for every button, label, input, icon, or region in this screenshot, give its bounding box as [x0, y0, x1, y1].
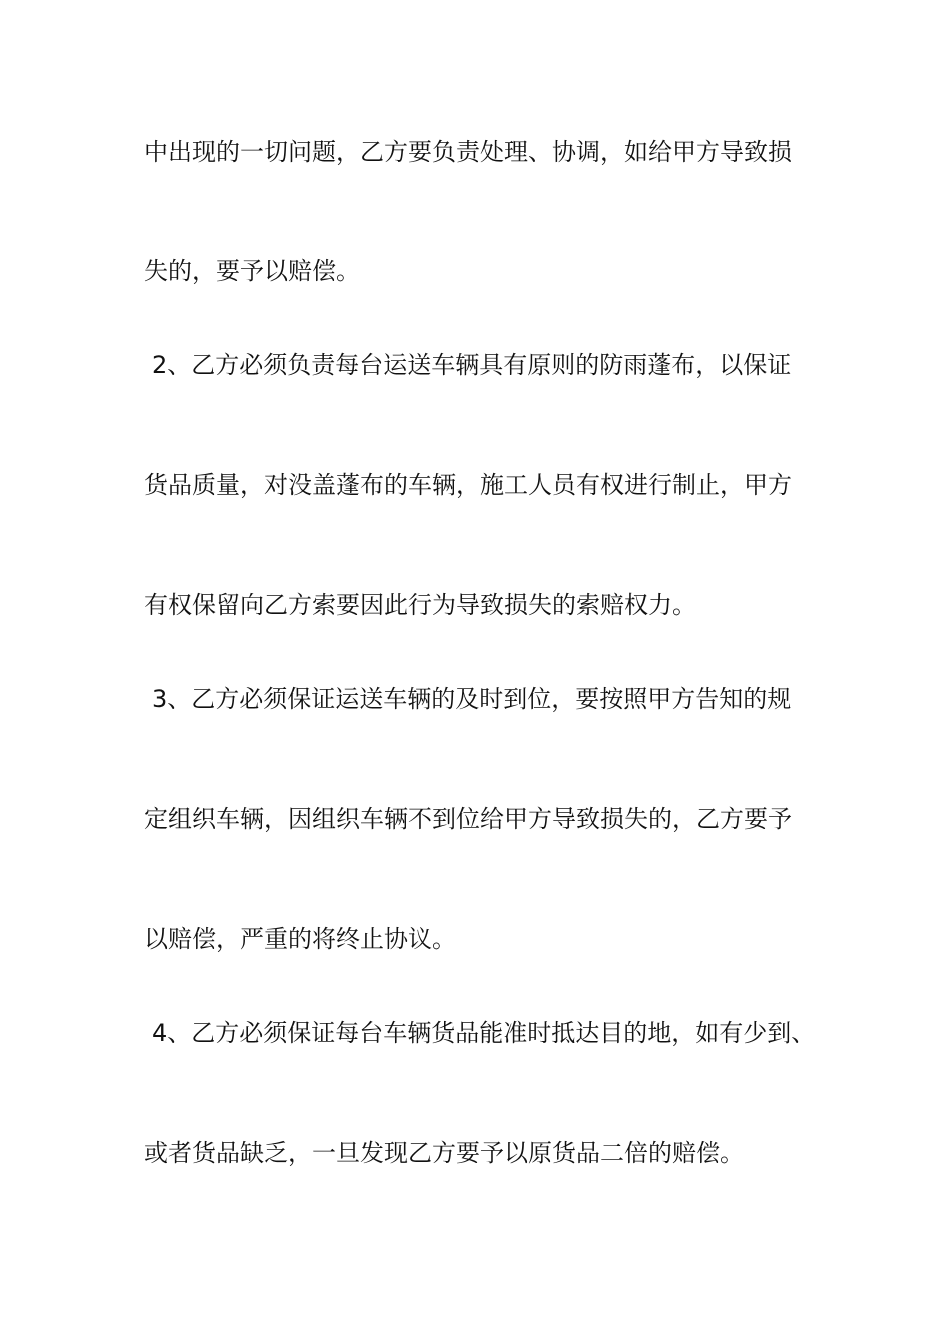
text-line: 货品质量，对没盖蓬布的车辆，施工人员有权进行制止，甲方	[144, 471, 792, 499]
text-line: 2、乙方必须负责每台运送车辆具有原则的防雨蓬布，以保证	[152, 351, 792, 379]
text-line: 3、乙方必须保证运送车辆的及时到位，要按照甲方告知的规	[152, 685, 792, 713]
text-line: 或者货品缺乏，一旦发现乙方要予以原货品二倍的赔偿。	[144, 1139, 744, 1167]
text-line: 以赔偿，严重的将终止协议。	[144, 925, 456, 953]
text-line: 4、乙方必须保证每台车辆货品能准时抵达目的地，如有少到、	[152, 1019, 816, 1047]
text-line: 中出现的一切问题，乙方要负责处理、协调，如给甲方导致损	[144, 138, 792, 166]
text-line: 有权保留向乙方索要因此行为导致损失的索赔权力。	[144, 591, 696, 619]
text-line: 失的，要予以赔偿。	[144, 257, 360, 285]
text-line: 定组织车辆，因组织车辆不到位给甲方导致损失的，乙方要予	[144, 805, 792, 833]
